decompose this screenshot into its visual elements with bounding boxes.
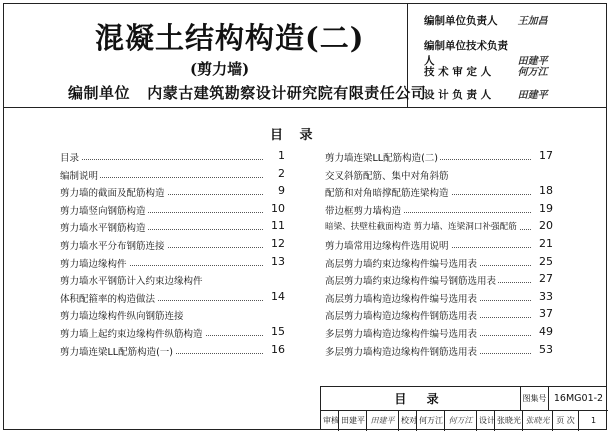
toc-entry-page: 2 xyxy=(278,166,285,180)
toc-entry-text: 高层剪力墙约束边缘构件编号选用表 xyxy=(325,256,479,270)
toc-entry-text: 剪力墙水平钢筋计入约束边缘构件 xyxy=(60,273,205,287)
toc-entry-text: 剪力墙水平分布钢筋连接 xyxy=(60,238,167,252)
toc-entry-page: 13 xyxy=(271,254,285,268)
signature: 田建平 xyxy=(517,56,548,67)
toc-entry-text: 暗梁、扶壁柱截面构造 剪力墙、连梁洞口补强配筋 xyxy=(325,222,517,233)
toc-entry-text: 目录 xyxy=(60,150,81,164)
toc-entry[interactable] xyxy=(60,308,285,326)
toc-entry-text: 体积配箍率的构造做法 xyxy=(60,291,157,305)
toc-entry-text: 配筋和对角暗撑配筋连梁构造 xyxy=(325,185,451,199)
responsibility-row xyxy=(424,12,548,28)
responsibility-label: 技 术 审 定 人 xyxy=(424,66,492,78)
toc-entry-page: 49 xyxy=(539,324,553,338)
toc-entry[interactable] xyxy=(325,256,553,274)
toc-entry-text: 编制说明 xyxy=(60,168,100,182)
toc-entry-page: 37 xyxy=(539,307,553,321)
toc-entry-text: 高层剪力墙构造边缘构件钢筋选用表 xyxy=(325,308,479,322)
toc-entry[interactable] xyxy=(60,168,285,186)
signature-row xyxy=(321,411,608,431)
toc-entry[interactable] xyxy=(325,150,553,168)
toc-entry[interactable] xyxy=(325,273,553,291)
toc-entry-text: 剪力墙的截面及配筋构造 xyxy=(60,185,167,199)
toc-entry[interactable] xyxy=(325,326,553,344)
toc-entry-page: 18 xyxy=(539,184,553,198)
document-title: 混凝土结构构造(二) xyxy=(95,21,365,55)
toc-entry-text: 高层剪力墙构造边缘构件编号选用表 xyxy=(325,291,479,305)
signature: 田建平 xyxy=(517,90,548,101)
toc-right-column xyxy=(325,150,553,361)
toc-entry-page: 1 xyxy=(278,149,285,162)
toc-entry-page: 21 xyxy=(539,236,553,250)
toc-entry-page: 11 xyxy=(271,219,285,233)
toc-entry-page: 53 xyxy=(539,342,553,356)
toc-entry[interactable] xyxy=(60,273,285,291)
toc-entry-text: 剪力墙连梁LL配筋构造(一) xyxy=(60,344,175,358)
reviewer-signature: 田建平 xyxy=(367,411,399,431)
toc-entry[interactable] xyxy=(325,168,553,186)
toc-entry-page: 14 xyxy=(271,289,285,303)
toc-entry-text: 剪力墙边缘构件 xyxy=(60,256,129,270)
toc-left-column xyxy=(60,150,285,361)
compiling-unit-name: 内蒙古建筑勘察设计研究院有限责任公司 xyxy=(147,84,427,102)
designer-signature: 张晓光 xyxy=(523,411,553,431)
atlas-number-label: 图集号 xyxy=(521,387,549,411)
toc-entry-text: 剪力墙水平钢筋构造 xyxy=(60,220,148,234)
toc-entry[interactable] xyxy=(325,308,553,326)
toc-title: 目 录 xyxy=(270,128,319,143)
toc-entry-text: 交叉斜筋配筋、集中对角斜筋 xyxy=(325,168,451,182)
toc-entry[interactable] xyxy=(60,185,285,203)
toc-entry[interactable] xyxy=(60,291,285,309)
toc-entry-text: 剪力墙连梁LL配筋构造(二) xyxy=(325,150,440,164)
toc-entry-page: 12 xyxy=(271,236,285,250)
signature: 何万江 xyxy=(517,67,548,78)
toc-entry[interactable] xyxy=(60,220,285,238)
toc-entry-text: 剪力墙上起约束边缘构件纵筋构造 xyxy=(60,326,205,340)
toc-entry-page: 10 xyxy=(271,201,285,215)
document-subtitle: (剪力墙) xyxy=(190,60,250,78)
toc-entry[interactable] xyxy=(60,344,285,362)
toc-entry-page: 17 xyxy=(539,149,553,162)
toc-entry-text: 高层剪力墙约束边缘构件编号钢筋选用表 xyxy=(325,273,498,287)
review-label: 审核 xyxy=(321,411,339,431)
checker-name: 何万江 xyxy=(417,411,445,431)
toc-entry[interactable] xyxy=(325,203,553,221)
toc-entry[interactable] xyxy=(60,203,285,221)
toc-entry-text: 多层剪力墙构造边缘构件钢筋选用表 xyxy=(325,344,479,358)
toc-entry[interactable] xyxy=(325,238,553,256)
toc-entry[interactable] xyxy=(325,291,553,309)
toc-entry-text: 剪力墙竖向钢筋构造 xyxy=(60,203,148,217)
toc-entry-text: 剪力墙常用边缘构件选用说明 xyxy=(325,238,451,252)
toc-entry-page: 16 xyxy=(271,342,285,356)
toc-entry-text: 带边框剪力墙构造 xyxy=(325,203,403,217)
page-label: 页 次 xyxy=(553,411,579,431)
toc-entry[interactable] xyxy=(325,185,553,203)
responsibility-label: 编制单位技术负责人 xyxy=(424,40,508,67)
toc-entry-page: 33 xyxy=(539,289,553,303)
header-divider xyxy=(3,107,607,108)
title-block xyxy=(320,386,607,430)
reviewer-name: 田建平 xyxy=(339,411,367,431)
toc-entry-page: 27 xyxy=(539,272,553,286)
toc-entry-text: 多层剪力墙构造边缘构件编号选用表 xyxy=(325,326,479,340)
page-number: 1 xyxy=(590,416,597,425)
toc-entry[interactable] xyxy=(60,256,285,274)
responsibility-row xyxy=(424,63,548,79)
design-label: 设计 xyxy=(477,411,495,431)
toc-entry[interactable] xyxy=(60,238,285,256)
toc-entry[interactable] xyxy=(325,220,553,238)
signature: 王加昌 xyxy=(517,16,548,27)
toc-entry-text: 剪力墙边缘构件纵向钢筋连接 xyxy=(60,308,186,322)
checker-signature: 何万江 xyxy=(445,411,477,431)
toc-entry[interactable] xyxy=(60,150,285,168)
toc-entry-page: 9 xyxy=(278,184,285,198)
toc-entry-page: 20 xyxy=(539,219,553,233)
responsibility-row xyxy=(424,86,548,102)
toc-entry-page: 15 xyxy=(271,324,285,338)
toc-entry-page: 19 xyxy=(539,201,553,215)
responsibility-label: 编制单位负责人 xyxy=(424,15,498,27)
toc-entry[interactable] xyxy=(325,344,553,362)
toc-entry[interactable] xyxy=(60,326,285,344)
responsibility-label: 设 计 负 责 人 xyxy=(424,89,492,101)
check-label: 校对 xyxy=(399,411,417,431)
atlas-number: 16MG01-2 xyxy=(549,387,608,411)
sheet-title: 目 录 xyxy=(321,387,521,411)
designer-name: 张晓光 xyxy=(495,411,523,431)
compiling-unit xyxy=(68,82,426,103)
toc-entry-page: 25 xyxy=(539,254,553,268)
compiling-unit-label: 编制单位 xyxy=(68,84,131,102)
